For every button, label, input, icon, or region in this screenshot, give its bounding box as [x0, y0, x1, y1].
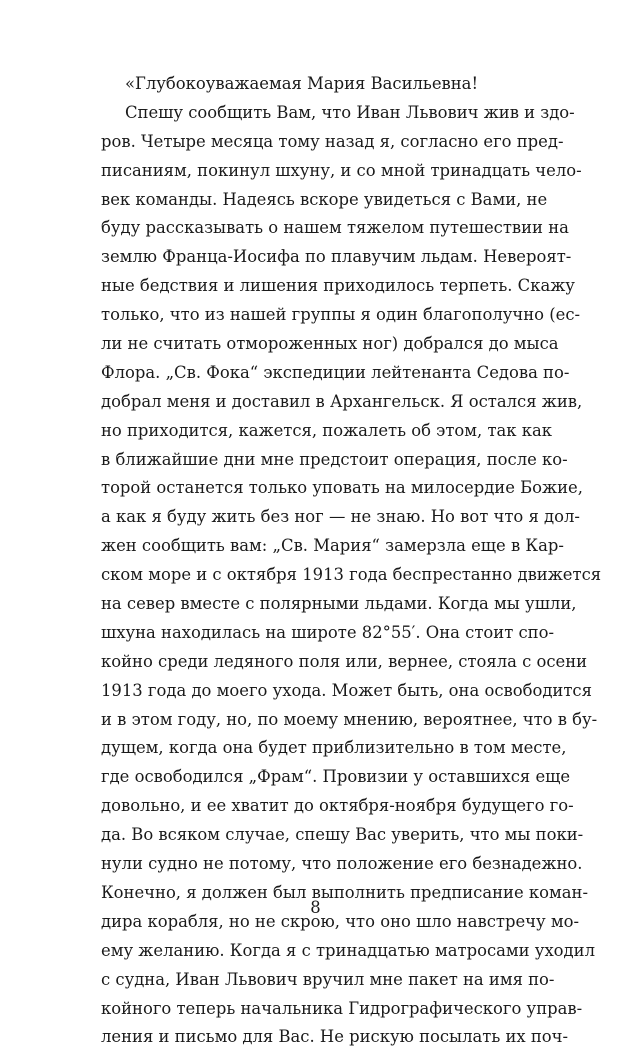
text-line-7: землю Франца-Иосифа по плавучим льдам. Невероят-: [101, 247, 572, 267]
text-line-17: жен сообщить вам: „Св. Мария“ замерзла еще в Кар-: [101, 536, 564, 556]
text-line-24: дущем, когда она будет приблизительно в том месте,: [101, 738, 567, 758]
text-line-27: да. Во всяком случае, спешу Вас уверить, что мы поки-: [101, 825, 584, 845]
text-line-23: и в этом году, но, по моему мнению, вероятнее, что в бу-: [101, 709, 598, 729]
text-line-9: только, что из нашей группы я один благополучно (ес-: [101, 305, 581, 325]
text-line-29: Конечно, я должен был выполнить предписание коман-: [101, 882, 588, 902]
text-line-16: а как я буду жить без ног — не знаю. Но вот что я дол-: [101, 507, 580, 527]
text-line-20: шхуна находилась на широте 82°55′. Она стоит спо-: [101, 622, 554, 642]
text-line-13: но приходится, кажется, пожалеть об этом, так как: [101, 420, 553, 440]
text-line-15: торой останется только уповать на милосердие Божие,: [101, 478, 583, 498]
text-line-5: век команды. Надеясь вскоре увидеться с Вами, не: [101, 189, 548, 209]
text-line-6: буду рассказывать о нашем тяжелом путешествии на: [101, 218, 569, 238]
text-line-22: 1913 года до моего ухода. Может быть, она освободится: [101, 680, 592, 700]
text-line-10: ли не считать отмороженных ног) добрался до мыса: [101, 334, 559, 354]
text-line-11: Флора. „Св. Фока“ экспедиции лейтенанта Седова по-: [101, 362, 570, 382]
text-line-2: Спешу сообщить Вам, что Иван Львович жив и здо-: [125, 102, 575, 122]
text-line-3: ров. Четыре месяца тому назад я, согласно его пред-: [101, 131, 564, 151]
text-line-4: писаниям, покинул шхуну, и со мной тринадцать чело-: [101, 160, 582, 180]
text-line-8: ные бедствия и лишения приходилось терпеть. Скажу: [101, 276, 575, 296]
text-line-12: добрал меня и доставил в Архангельск. Я остался жив,: [101, 391, 583, 411]
text-line-33: койного теперь начальника Гидрографического управ-: [101, 998, 583, 1018]
text-line-21: койно среди ледяного поля или, вернее, стояла с осени: [101, 651, 588, 671]
text-line-18: ском море и с октября 1913 года беспрестанно движется: [101, 565, 602, 585]
text-line-1: «Глубокоуважаемая Мария Васильевна!: [125, 74, 479, 93]
text-line-19: на север вместе с полярными льдами. Когда мы ушли,: [101, 594, 577, 614]
text-line-30: дира корабля, но не скрою, что оно шло навстречу мо-: [101, 911, 580, 931]
text-line-28: нули судно не потому, что положение его безнадежно.: [101, 854, 583, 874]
text-line-34: ления и письмо для Вас. Не рискую посылать их поч-: [101, 1027, 569, 1047]
text-line-14: в ближайшие дни мне предстоит операция, после ко-: [101, 449, 568, 469]
page-number: 8: [310, 898, 321, 917]
text-line-31: ему желанию. Когда я с тринадцатью матросами уходил: [101, 940, 595, 960]
text-line-25: где освободился „Фрам“. Провизии у оставшихся еще: [101, 767, 571, 787]
text-line-26: довольно, и ее хватит до октября-ноября будущего го-: [101, 796, 574, 816]
text-line-32: с судна, Иван Львович вручил мне пакет на имя по-: [101, 969, 555, 989]
